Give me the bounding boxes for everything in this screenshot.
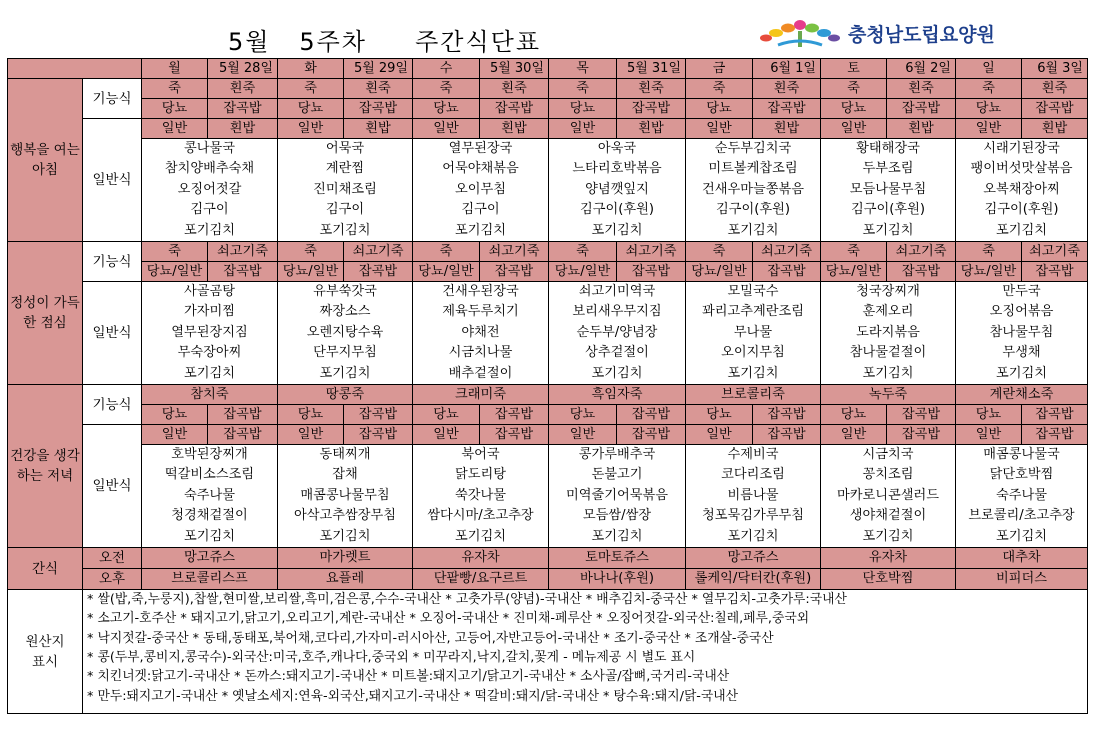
porridge-cell: 죽 (413, 79, 480, 99)
menu-item: 포기김치 (996, 365, 1047, 381)
porridge-cell: 땅콩죽 (278, 385, 413, 405)
menu-item: 팽이버섯맛살볶음 (970, 161, 1073, 177)
menu-item: 포기김치 (455, 528, 506, 544)
menu-cell-dinner-0 (142, 445, 278, 548)
menu-item: 무숙장아찌 (177, 345, 242, 361)
porridge-cell: 녹두죽 (821, 385, 956, 405)
menu-item: 건새우마늘쫑볶음 (702, 181, 804, 197)
porridge-type-cell: 흰죽 (480, 79, 549, 99)
origin-line: * 콩(두부,콩비지,콩국수)-외국산:미국,호주,캐나다,중국외 * 미꾸라지,낙지,갈치,꽃게 - 메뉴제공 시 별도 표시 (87, 649, 696, 665)
porridge-cell: 죽 (686, 242, 753, 262)
diet-type-cell: 당뇨 (549, 99, 617, 119)
menu-cell-breakfast-1 (278, 139, 413, 242)
rice-type-cell: 잡곡밥 (887, 425, 956, 445)
rice-type-cell: 잡곡밥 (617, 425, 686, 445)
menu-cell-dinner-2 (413, 445, 549, 548)
origin-info (83, 590, 1088, 714)
menu-item: 포기김치 (455, 222, 506, 238)
snack-pm-cell: 바나나(후원) (549, 569, 686, 590)
diet-type-cell: 당뇨 (142, 99, 208, 119)
menu-item: 포기김치 (319, 365, 371, 381)
porridge-type-cell: 흰죽 (887, 79, 956, 99)
day-date-3: 5월 31일 (617, 59, 686, 79)
menu-item: 훈제오리 (862, 304, 914, 320)
menu-cell-lunch-2 (413, 282, 549, 385)
general-rice-cell: 일반 (413, 119, 480, 139)
origin-line: * 치킨너겟:닭고기-국내산 * 돈까스:돼지고기-국내산 * 미트볼:돼지고기/닭고기-국내산 * 소사골/잡뼈,국거리-국내산 (87, 669, 730, 685)
menu-item: 포기김치 (727, 365, 779, 381)
menu-item: 모듬쌈/쌈장 (582, 508, 652, 524)
day-date-1: 5월 29일 (344, 59, 413, 79)
menu-cell-lunch-6 (956, 282, 1088, 385)
diet-type-cell: 당뇨 (278, 405, 344, 425)
day-name-2: 수 (413, 59, 480, 79)
menu-table (7, 58, 1088, 714)
menu-item: 도라지볶음 (856, 324, 920, 340)
porridge-type-cell: 흰죽 (617, 79, 686, 99)
diet-type-cell: 당뇨/일반 (413, 262, 480, 282)
porridge-cell: 죽 (142, 79, 208, 99)
menu-item: 포기김치 (862, 528, 914, 544)
menu-item: 계란찜 (325, 161, 365, 177)
day-date-6: 6월 3일 (1022, 59, 1088, 79)
menu-item: 만두국 (1002, 284, 1041, 300)
rice-type-cell: 잡곡밥 (617, 405, 686, 425)
rice-type-cell: 잡곡밥 (208, 262, 278, 282)
porridge-cell: 죽 (821, 242, 887, 262)
rice-type-cell: 잡곡밥 (208, 425, 278, 445)
menu-item: 양념깻잎지 (585, 181, 649, 197)
menu-item: 김구이 (461, 202, 500, 218)
meal-title-breakfast: 행복을 여는 아침 (8, 79, 83, 242)
diet-type-cell: 당뇨 (956, 99, 1022, 119)
snack-pm-cell: 단호박찜 (821, 569, 956, 590)
menu-item: 청포묵김가루무침 (702, 508, 804, 524)
menu-item: 김구이 (190, 202, 229, 218)
menu-item: 포기김치 (591, 222, 643, 238)
menu-item: 유부쑥갓국 (313, 284, 377, 300)
menu-cell-lunch-1 (278, 282, 413, 385)
menu-item: 포기김치 (591, 528, 643, 544)
menu-item: 보리새우무지짐 (572, 304, 662, 320)
menu-item: 포기김치 (319, 222, 371, 238)
menu-item: 오복채장아찌 (983, 181, 1060, 197)
menu-item: 시래기된장국 (983, 141, 1060, 156)
menu-cell-lunch-4 (686, 282, 821, 385)
porridge-cell: 죽 (278, 79, 344, 99)
rice-type-cell: 잡곡밥 (344, 99, 413, 119)
rice-type-cell: 잡곡밥 (208, 99, 278, 119)
menu-item: 잡채 (332, 467, 358, 483)
porridge-cell: 죽 (821, 79, 887, 99)
day-name-1: 화 (278, 59, 344, 79)
page-title: 5월 5주차 주간식단표 (228, 28, 542, 56)
menu-item: 배추겉절이 (448, 365, 513, 381)
snack-am-cell: 유자차 (821, 548, 956, 569)
menu-item: 미트볼케찹조림 (708, 161, 798, 177)
day-date-2: 5월 30일 (480, 59, 549, 79)
diet-type-cell: 당뇨 (142, 405, 208, 425)
snack-title: 간식 (8, 548, 83, 590)
porridge-cell: 참치죽 (142, 385, 278, 405)
menu-item: 미역줄기어묵볶음 (566, 487, 668, 503)
menu-cell-dinner-6 (956, 445, 1088, 548)
meal-title-lunch: 정성이 가득한 점심 (8, 242, 83, 385)
menu-item: 두부조림 (862, 161, 914, 177)
menu-item: 진미채조림 (313, 181, 377, 197)
origin-line: * 소고기-호주산 * 돼지고기,닭고기,오리고기,계란-국내산 * 오징어-국내산 * 진미채-페루산 * 오징어젓갈-외국산:칠레,페루,중국외 (87, 611, 810, 627)
porridge-cell: 죽 (549, 79, 617, 99)
snack-pm-cell: 비피더스 (956, 569, 1088, 590)
menu-item: 매콤콩나물국 (983, 447, 1060, 463)
rice-type-cell: 잡곡밥 (480, 405, 549, 425)
menu-cell-breakfast-3 (549, 139, 686, 242)
logo-text: 충청남도립요양원 (848, 23, 995, 46)
porridge-type-cell: 흰죽 (753, 79, 821, 99)
diet-type-cell: 당뇨/일반 (686, 262, 753, 282)
functional-label: 기능식 (83, 242, 142, 282)
day-name-3: 목 (549, 59, 617, 79)
menu-cell-lunch-3 (549, 282, 686, 385)
menu-item: 포기김치 (319, 528, 371, 544)
menu-item: 청경채겉절이 (171, 508, 248, 524)
origin-title: 원산지 표시 (8, 590, 83, 714)
menu-item: 순두부/양념장 (576, 324, 658, 340)
snack-pm-cell: 브로콜리스프 (142, 569, 278, 590)
menu-cell-breakfast-2 (413, 139, 549, 242)
porridge-cell: 죽 (413, 242, 480, 262)
menu-item: 오징어볶음 (989, 304, 1054, 320)
menu-item: 야채전 (461, 324, 500, 340)
rice-type-cell: 흰밥 (617, 119, 686, 139)
menu-item: 꽁치조림 (862, 467, 914, 483)
diet-type-cell: 당뇨/일반 (549, 262, 617, 282)
rice-type-cell: 흰밥 (753, 119, 821, 139)
rice-type-cell: 잡곡밥 (753, 405, 821, 425)
menu-cell-breakfast-0 (142, 139, 278, 242)
menu-item: 김구이(후원) (984, 202, 1059, 218)
menu-item: 단무지무침 (313, 345, 377, 361)
logo (758, 16, 995, 50)
menu-item: 열무된장지짐 (171, 324, 248, 340)
rice-type-cell: 잡곡밥 (753, 99, 821, 119)
rice-type-cell: 잡곡밥 (480, 425, 549, 445)
rice-type-cell: 흰밥 (480, 119, 549, 139)
menu-item: 김구이(후원) (580, 202, 654, 218)
diet-type-cell: 당뇨/일반 (821, 262, 887, 282)
menu-item: 포기김치 (184, 222, 235, 238)
menu-item: 오이지무침 (721, 345, 785, 361)
menu-item: 돈불고기 (591, 467, 643, 483)
menu-item: 참나물무침 (989, 324, 1054, 340)
rice-type-cell: 잡곡밥 (1022, 425, 1088, 445)
menu-cell-dinner-4 (686, 445, 821, 548)
porridge-type-cell: 쇠고기죽 (480, 242, 549, 262)
menu-item: 닭단호박찜 (989, 467, 1054, 483)
day-name-5: 토 (821, 59, 887, 79)
menu-item: 가자미찜 (184, 304, 235, 320)
rice-type-cell: 잡곡밥 (753, 425, 821, 445)
general-rice-cell: 일반 (686, 425, 753, 445)
diet-type-cell: 당뇨 (413, 99, 480, 119)
menu-item: 포기김치 (862, 365, 914, 381)
menu-item: 김구이(후원) (716, 202, 790, 218)
menu-item: 김구이 (325, 202, 365, 218)
diet-type-cell: 당뇨 (821, 405, 887, 425)
porridge-cell: 죽 (686, 79, 753, 99)
menu-item: 오렌지탕수육 (306, 324, 384, 340)
diet-type-cell: 당뇨 (686, 405, 753, 425)
porridge-cell: 죽 (278, 242, 344, 262)
menu-item: 건새우된장국 (442, 284, 519, 300)
rice-type-cell: 잡곡밥 (344, 405, 413, 425)
menu-item: 포기김치 (996, 222, 1047, 238)
porridge-cell: 죽 (956, 79, 1022, 99)
snack-pm-label: 오후 (83, 569, 142, 590)
menu-item: 포기김치 (591, 365, 643, 381)
menu-item: 어묵국 (325, 141, 365, 156)
menu-item: 무생채 (1002, 345, 1041, 361)
menu-item: 포기김치 (727, 528, 779, 544)
menu-item: 콩나물국 (184, 141, 235, 156)
menu-item: 김구이(후원) (851, 202, 925, 218)
porridge-type-cell: 흰죽 (1022, 79, 1088, 99)
menu-item: 생야채겉절이 (849, 508, 927, 524)
rice-type-cell: 잡곡밥 (1022, 99, 1088, 119)
menu-item: 꽈리고추계란조림 (702, 304, 804, 320)
porridge-type-cell: 흰죽 (208, 79, 278, 99)
menu-item: 포기김치 (862, 222, 914, 238)
menu-item: 떡갈비소스조림 (164, 467, 255, 483)
general-rice-cell: 일반 (549, 425, 617, 445)
menu-item: 마카로니콘샐러드 (837, 487, 939, 503)
menu-item: 비름나물 (727, 487, 779, 503)
functional-label: 기능식 (83, 385, 142, 425)
menu-item: 느타리호박볶음 (572, 161, 662, 177)
origin-line: * 낙지젓갈-중국산 * 동태,동태포,북어채,코다리,가자미-러시아산, 고등어,자반고등어-국내산 * 조기-중국산 * 조개살-중국산 (87, 630, 774, 646)
porridge-type-cell: 쇠고기죽 (1022, 242, 1088, 262)
menu-item: 순두부김치국 (714, 141, 792, 156)
menu-item: 콩가루배추국 (578, 447, 656, 463)
menu-item: 상추겉절이 (585, 345, 649, 361)
rice-type-cell: 잡곡밥 (344, 262, 413, 282)
diet-type-cell: 당뇨/일반 (278, 262, 344, 282)
diet-type-cell: 당뇨 (821, 99, 887, 119)
rice-type-cell: 흰밥 (887, 119, 956, 139)
menu-cell-dinner-5 (821, 445, 956, 548)
diet-type-cell: 당뇨 (549, 405, 617, 425)
porridge-cell: 흑임자죽 (549, 385, 686, 405)
menu-item: 제육두루치기 (442, 304, 519, 320)
porridge-cell: 죽 (956, 242, 1022, 262)
menu-cell-dinner-3 (549, 445, 686, 548)
menu-item: 포기김치 (184, 365, 235, 381)
snack-am-cell: 대추차 (956, 548, 1088, 569)
page-header (0, 0, 1098, 58)
corner-cell (8, 59, 142, 79)
general-rice-cell: 일반 (278, 119, 344, 139)
menu-item: 닭도리탕 (455, 467, 506, 483)
menu-item: 황태해장국 (856, 141, 920, 156)
rice-type-cell: 잡곡밥 (480, 99, 549, 119)
general-label: 일반식 (83, 119, 142, 242)
menu-item: 참나물겉절이 (849, 345, 927, 361)
porridge-cell: 계란채소죽 (956, 385, 1088, 405)
diet-type-cell: 당뇨 (278, 99, 344, 119)
general-rice-cell: 일반 (549, 119, 617, 139)
general-rice-cell: 일반 (142, 425, 208, 445)
rice-type-cell: 잡곡밥 (753, 262, 821, 282)
porridge-type-cell: 흰죽 (344, 79, 413, 99)
origin-line: * 쌀(밥,죽,누룽지),찹쌀,현미쌀,보리쌀,흑미,검은콩,수수-국내산 * 고춧가루(양념)-국내산 * 배추김치-중국산 * 열무김치-고춧가루:국내산 (87, 592, 847, 608)
snack-am-cell: 망고쥬스 (142, 548, 278, 569)
menu-item: 쇠고기미역국 (578, 284, 656, 300)
general-rice-cell: 일반 (956, 119, 1022, 139)
day-date-4: 6월 1일 (753, 59, 821, 79)
menu-item: 포기김치 (996, 528, 1047, 544)
general-rice-cell: 일반 (413, 425, 480, 445)
rice-type-cell: 흰밥 (344, 119, 413, 139)
rice-type-cell: 잡곡밥 (887, 262, 956, 282)
diet-type-cell: 당뇨/일반 (142, 262, 208, 282)
menu-item: 오징어젓갈 (177, 181, 242, 197)
general-label: 일반식 (83, 282, 142, 385)
rice-type-cell: 잡곡밥 (617, 262, 686, 282)
menu-item: 어묵야채볶음 (442, 161, 519, 177)
menu-item: 열무된장국 (448, 141, 513, 156)
menu-item: 쌈다시마/초고추장 (427, 508, 534, 524)
menu-cell-breakfast-4 (686, 139, 821, 242)
general-rice-cell: 일반 (142, 119, 208, 139)
porridge-type-cell: 쇠고기죽 (617, 242, 686, 262)
snack-am-cell: 토마토쥬스 (549, 548, 686, 569)
porridge-cell: 브로콜리죽 (686, 385, 821, 405)
menu-item: 포기김치 (184, 528, 235, 544)
porridge-cell: 죽 (549, 242, 617, 262)
menu-cell-breakfast-6 (956, 139, 1088, 242)
porridge-cell: 죽 (142, 242, 208, 262)
rice-type-cell: 잡곡밥 (208, 405, 278, 425)
rice-type-cell: 잡곡밥 (617, 99, 686, 119)
functional-label: 기능식 (83, 79, 142, 119)
menu-item: 북어국 (461, 447, 500, 463)
diet-type-cell: 당뇨 (413, 405, 480, 425)
porridge-type-cell: 쇠고기죽 (208, 242, 278, 262)
menu-item: 무나물 (733, 324, 773, 340)
porridge-cell: 크래미죽 (413, 385, 549, 405)
day-name-6: 일 (956, 59, 1022, 79)
menu-item: 오이무침 (455, 181, 506, 197)
porridge-type-cell: 쇠고기죽 (753, 242, 821, 262)
diet-type-cell: 당뇨 (686, 99, 753, 119)
general-rice-cell: 일반 (956, 425, 1022, 445)
rice-type-cell: 잡곡밥 (887, 99, 956, 119)
day-date-5: 6월 2일 (887, 59, 956, 79)
day-name-0: 월 (142, 59, 208, 79)
menu-item: 모밀국수 (727, 284, 779, 300)
day-date-0: 5월 28일 (208, 59, 278, 79)
menu-item: 브로콜리/초고추장 (968, 508, 1075, 524)
menu-cell-dinner-1 (278, 445, 413, 548)
snack-am-cell: 마가렛트 (278, 548, 413, 569)
rice-type-cell: 잡곡밥 (1022, 262, 1088, 282)
menu-item: 코다리조림 (721, 467, 785, 483)
menu-item: 시금치나물 (448, 345, 513, 361)
menu-item: 동태찌개 (319, 447, 371, 463)
menu-cell-lunch-0 (142, 282, 278, 385)
menu-item: 시금치국 (862, 447, 914, 463)
menu-item: 호박된장찌개 (171, 447, 248, 463)
rice-type-cell: 잡곡밥 (887, 405, 956, 425)
rice-type-cell: 잡곡밥 (1022, 405, 1088, 425)
snack-pm-cell: 단팥빵/요구르트 (413, 569, 549, 590)
menu-item: 아욱국 (597, 141, 637, 156)
menu-item: 짜장소스 (319, 304, 371, 320)
rice-type-cell: 흰밥 (208, 119, 278, 139)
menu-item: 사골곰탕 (184, 284, 235, 300)
rice-type-cell: 흰밥 (1022, 119, 1088, 139)
menu-item: 포기김치 (727, 222, 779, 238)
diet-type-cell: 당뇨/일반 (956, 262, 1022, 282)
menu-item: 참치양배추숙채 (164, 161, 255, 177)
rice-type-cell: 잡곡밥 (344, 425, 413, 445)
menu-item: 숙주나물 (184, 487, 235, 503)
general-rice-cell: 일반 (686, 119, 753, 139)
menu-item: 청국장찌개 (856, 284, 920, 300)
menu-item: 숙주나물 (996, 487, 1047, 503)
menu-cell-lunch-5 (821, 282, 956, 385)
day-name-4: 금 (686, 59, 753, 79)
porridge-type-cell: 쇠고기죽 (344, 242, 413, 262)
general-rice-cell: 일반 (278, 425, 344, 445)
menu-item: 수제비국 (727, 447, 779, 463)
rice-type-cell: 잡곡밥 (480, 262, 549, 282)
origin-line: * 만두:돼지고기-국내산 * 옛날소세지:연육-외국산,돼지고기-국내산 * 떡갈비:돼지/닭-국내산 * 탕수육:돼지/닭-국내산 (87, 688, 739, 704)
general-label: 일반식 (83, 425, 142, 548)
general-rice-cell: 일반 (821, 425, 887, 445)
snack-am-label: 오전 (83, 548, 142, 569)
flower-logo-icon (758, 17, 842, 49)
porridge-type-cell: 쇠고기죽 (887, 242, 956, 262)
diet-type-cell: 당뇨 (956, 405, 1022, 425)
meal-title-dinner: 건강을 생각하는 저녁 (8, 385, 83, 548)
menu-item: 모듬나물무침 (849, 181, 927, 197)
menu-item: 아삭고추쌈장무침 (294, 508, 396, 524)
menu-item: 쑥갓나물 (455, 487, 506, 503)
menu-cell-breakfast-5 (821, 139, 956, 242)
menu-item: 매콤콩나물무침 (300, 487, 390, 503)
general-rice-cell: 일반 (821, 119, 887, 139)
snack-am-cell: 망고쥬스 (686, 548, 821, 569)
snack-pm-cell: 롤케익/닥터칸(후원) (686, 569, 821, 590)
snack-pm-cell: 요플레 (278, 569, 413, 590)
snack-am-cell: 유자차 (413, 548, 549, 569)
